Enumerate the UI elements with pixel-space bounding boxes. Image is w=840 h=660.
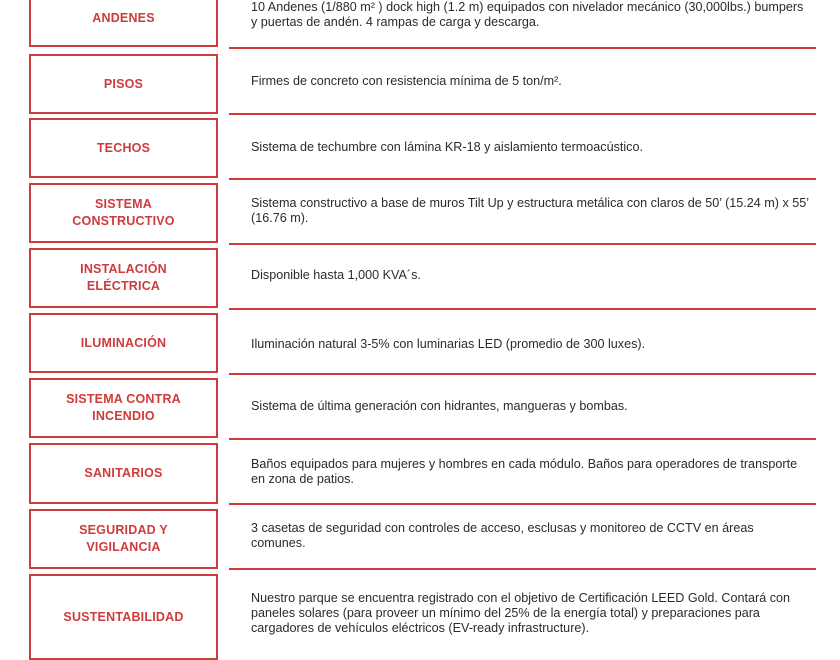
label-sustentabilidad: SUSTENTABILIDAD: [29, 574, 218, 660]
desc-sanitarios: Baños equipados para mujeres y hombres en cada módulo. Baños para operadores de transporte en zona de patios.: [251, 457, 798, 486]
row-divider: [229, 113, 816, 115]
row-divider: [229, 178, 816, 180]
desc-seguridad-vigilancia: 3 casetas de seguridad con controles de acceso, esclusas y monitoreo de CCTV en áreas comunes.: [251, 521, 754, 550]
label-techos: TECHOS: [29, 118, 218, 178]
row-divider: [229, 308, 816, 310]
desc-iluminacion: Iluminación natural 3-5% con luminarias LED (promedio de 300 luxes).: [251, 336, 646, 351]
label-pisos: PISOS: [29, 54, 218, 114]
row-divider: [229, 568, 816, 570]
label-seguridad-vigilancia: SEGURIDAD Y VIGILANCIA: [29, 509, 218, 569]
row-divider: [229, 47, 816, 49]
row-divider: [229, 373, 816, 375]
label-sistema-contra-incendio: SISTEMA CONTRA INCENDIO: [29, 378, 218, 438]
row-divider: [229, 438, 816, 440]
label-instalacion-electrica: INSTALACIÓN ELÉCTRICA: [29, 248, 218, 308]
label-andenes: ANDENES: [29, 0, 218, 47]
label-sanitarios: SANITARIOS: [29, 443, 218, 504]
desc-sistema-contra-incendio: Sistema de última generación con hidrantes, mangueras y bombas.: [251, 398, 628, 413]
row-divider: [229, 503, 816, 505]
desc-pisos: Firmes de concreto con resistencia mínima de 5 ton/m².: [251, 73, 562, 88]
desc-sistema-constructivo: Sistema constructivo a base de muros Tilt Up y estructura metálica con claros de 50’ (15.24 m) x 55’ (16.76 m).: [251, 196, 809, 225]
desc-techos: Sistema de techumbre con lámina KR-18 y aislamiento termoacústico.: [251, 139, 643, 154]
label-iluminacion: ILUMINACIÓN: [29, 313, 218, 373]
row-divider: [229, 243, 816, 245]
desc-sustentabilidad: Nuestro parque se encuentra registrado con el objetivo de Certificación LEED Gold. Contará con paneles solares (para proveer un mínimo del 25% de la energía total) y preparaciones para cargadores de vehículos eléctricos (EV-ready infrastructure).: [251, 591, 791, 635]
desc-andenes: 10 Andenes (1/880 m² ) dock high (1.2 m) equipados con nivelador mecánico (30,000lbs.) bumpers y puertas de andén. 4 rampas de carga y descarga.: [251, 0, 804, 29]
desc-instalacion-electrica: Disponible hasta 1,000 KVA´s.: [251, 267, 421, 282]
label-sistema-constructivo: SISTEMA CONSTRUCTIVO: [29, 183, 218, 243]
